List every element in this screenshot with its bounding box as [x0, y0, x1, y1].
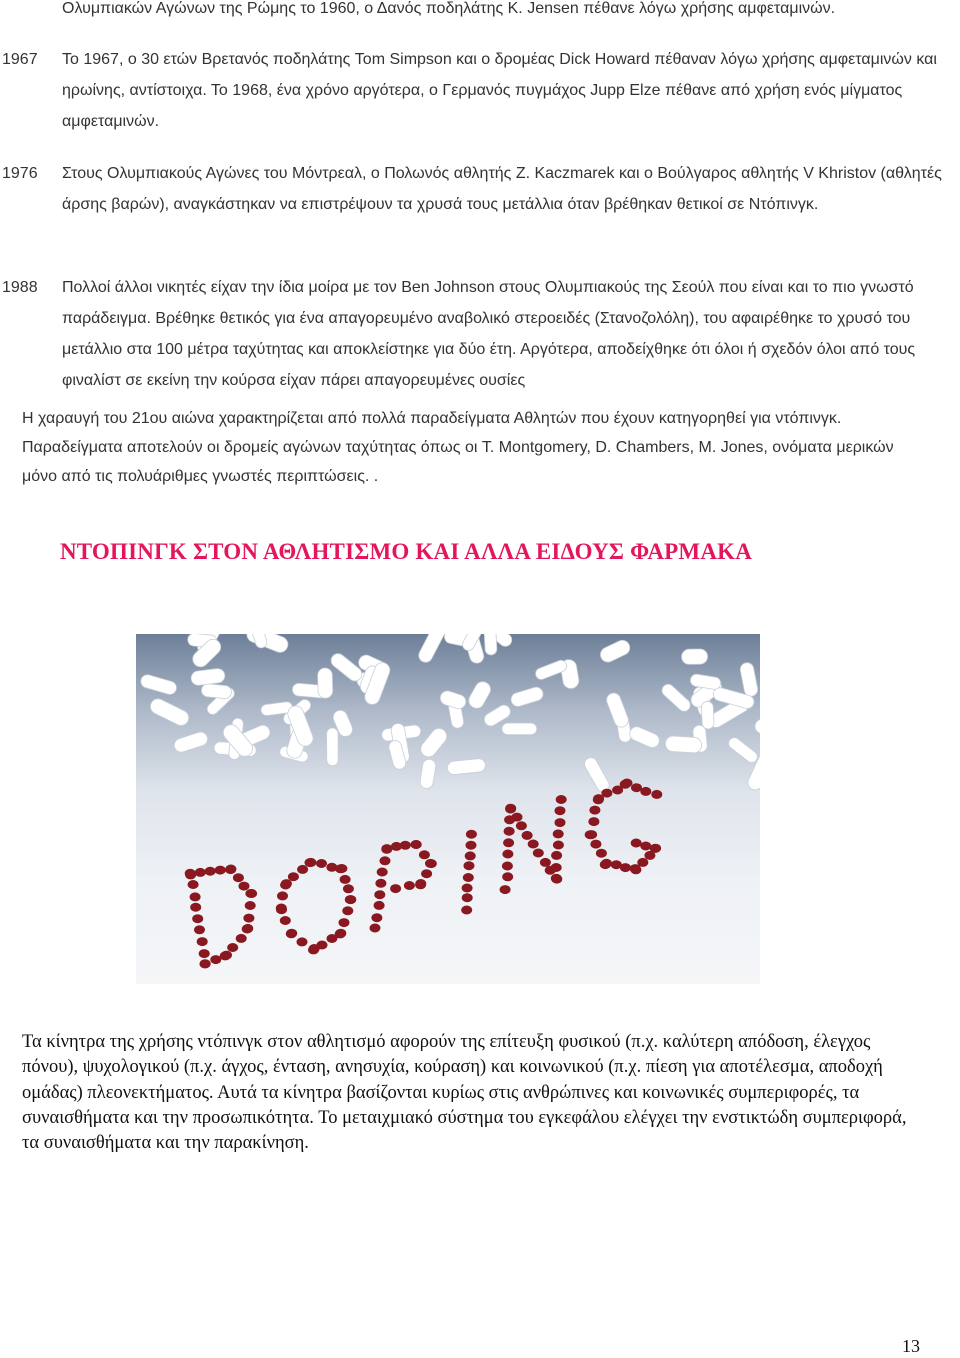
red-pill [199, 949, 210, 958]
capsule [659, 682, 692, 714]
red-pill [404, 881, 415, 890]
capsule [201, 683, 232, 699]
red-pill [528, 840, 539, 849]
red-pill [286, 929, 297, 938]
red-pill [588, 817, 599, 826]
page-number: 13 [902, 1336, 920, 1356]
white-capsules [139, 634, 760, 794]
red-pill [242, 924, 253, 933]
entry-text: Το 1967, ο 30 ετών Βρετανός ποδηλάτης Tom Simpson και ο δρομέας Dick Howard πέθαναν λόγω χρήσης αμφεταμινών και ηρωίνης, αντίστοιχα. Το 1968, ένα χρόνο αργότερα, ο Γερμανός πυγμάχος Jupp Elze πέθανε από χρήση ενός μίγματος αμφεταμινών. [62, 51, 937, 130]
entry-year: 1976 [2, 165, 38, 182]
red-pill [342, 906, 353, 915]
capsule [605, 691, 631, 729]
red-pill [246, 889, 257, 898]
red-pill [505, 804, 516, 813]
capsule [245, 634, 291, 655]
red-pill [516, 821, 527, 830]
entry-year: 1967 [2, 51, 38, 68]
timeline-entry-1976 [0, 158, 950, 253]
red-pill [221, 951, 232, 960]
red-pill [370, 924, 381, 933]
red-pill [197, 937, 208, 946]
red-pill [297, 937, 308, 946]
red-pill [502, 862, 513, 871]
red-pill [589, 806, 600, 815]
red-pill [280, 916, 291, 925]
red-pill [461, 906, 472, 915]
red-pill [650, 844, 661, 853]
red-pill [305, 858, 316, 867]
red-pill [421, 869, 432, 878]
capsule [139, 673, 178, 696]
red-pill [630, 865, 641, 874]
red-pill [297, 865, 308, 874]
red-pill [411, 840, 422, 849]
red-pill [586, 830, 597, 839]
red-pill [236, 934, 247, 943]
red-pill [555, 806, 566, 815]
capsule [582, 755, 611, 793]
red-pill [195, 868, 206, 877]
capsule [447, 758, 486, 775]
red-pill [339, 918, 350, 927]
red-pill [205, 867, 216, 876]
capsule [665, 736, 702, 754]
paragraph-motives: Τα κίνητρα της χρήσης ντόπινγκ στον αθλητισμό αφορούν της επίτευξη φυσικού (π.χ. καλύτερη απόδοση, έλεγχος πόνου), ψυχολογικού (π.χ. άγχος, ένταση, ανησυχία, κούραση) και κοινωνικού (π.χ. πίεση για αποτέλεσμα, αποδοχή ομάδας) πλεονεκτήματος. Αυτά τα κίνητρα βασίζονται κυρίως στις ανθρώπινες και κοινωνικές συμπεριφορές, τα συναισθήματα και την προσωπικότητα. Το μεταιχμιακό σύστημα του εγκεφάλου ελέγχει την ενστικτώδη συμπεριφορά, τα συναισθήματα και την παρακίνηση. [22, 1032, 907, 1154]
red-pill [522, 831, 533, 840]
red-pill [308, 945, 319, 954]
timeline-entry-1988 [0, 272, 950, 397]
red-pill [194, 925, 205, 934]
red-pill [512, 813, 523, 822]
red-pill [640, 842, 651, 851]
red-pill [233, 873, 244, 882]
red-pill [345, 895, 356, 904]
red-pill [377, 868, 388, 877]
red-pill [374, 901, 385, 910]
red-pill [243, 914, 254, 923]
red-pill [316, 859, 327, 868]
red-pill [335, 929, 346, 938]
capsule [466, 679, 493, 711]
red-pill [462, 893, 473, 902]
red-pill [631, 783, 642, 792]
red-pill [466, 830, 477, 839]
red-pill [464, 861, 475, 870]
capsule [419, 758, 437, 789]
capsule [690, 673, 722, 690]
capsule [502, 723, 537, 734]
red-pill [551, 851, 562, 860]
capsule [148, 696, 191, 728]
red-pill [590, 840, 601, 849]
red-pill [612, 786, 623, 795]
red-pill [190, 903, 201, 912]
red-pill [192, 914, 203, 923]
red-pill [426, 859, 437, 868]
red-pill [371, 913, 382, 922]
capsule [418, 725, 450, 760]
red-pill [555, 818, 566, 827]
red-pill [200, 959, 211, 968]
doping-illustration [136, 634, 760, 984]
red-pill [276, 904, 287, 913]
capsule [681, 649, 707, 665]
capsule [752, 717, 760, 744]
red-pill [390, 884, 401, 893]
paragraph-21st-century: Η χαραυγή του 21ου αιώνα χαρακτηρίζεται από πολλά παραδείγματα Αθλητών που έχουν κατηγορηθεί για ντόπινγκ. Παραδείγματα αποτελούν οι δρομείς αγώνων ταχύτητας όπως οι T. Montgomery, D. Chambers, M. Jones, ονόματα μερικών μόνο από τις πολυάριθμες γνωστές περιπτώσεις. . [22, 410, 894, 485]
red-pill [340, 875, 351, 884]
red-pill [415, 880, 426, 889]
continuation-line: Ολυμπιακών Αγώνων της Ρώμης το 1960, ο Δανός ποδηλάτης Κ. Jensen πέθανε λόγω χρήσης αμφεταμινών. [62, 0, 836, 17]
red-pill [503, 838, 514, 847]
red-pill [466, 841, 477, 850]
red-pill [502, 872, 513, 881]
red-pill [596, 849, 607, 858]
red-pill [280, 881, 291, 890]
red-pill [553, 829, 564, 838]
capsule [484, 634, 498, 655]
red-pill [227, 943, 238, 952]
red-pill [188, 880, 199, 889]
red-pill [593, 795, 604, 804]
red-pill [637, 858, 648, 867]
red-pill [288, 872, 299, 881]
red-pill [620, 863, 631, 872]
entry-year: 1988 [2, 279, 38, 296]
timeline-entry-1967 [0, 44, 950, 139]
red-pill [239, 882, 250, 891]
capsule [509, 685, 544, 708]
red-pill [462, 884, 473, 893]
red-pill [374, 890, 385, 899]
red-pill [400, 841, 411, 850]
red-pill [465, 851, 476, 860]
capsule [438, 689, 467, 710]
red-pill [463, 873, 474, 882]
red-pill [551, 875, 562, 884]
red-pill [225, 865, 236, 874]
red-pill [381, 845, 392, 854]
capsule [739, 662, 759, 698]
capsule [628, 725, 662, 750]
red-pill [419, 850, 430, 859]
capsule [701, 701, 714, 729]
red-pill [553, 841, 564, 850]
capsule [598, 638, 632, 665]
red-pill [245, 901, 256, 910]
red-pill [556, 795, 567, 804]
doping-pills-image [136, 634, 760, 984]
red-pill [500, 885, 511, 894]
red-pill [631, 839, 642, 848]
red-pill [504, 827, 515, 836]
red-pill [185, 869, 196, 878]
red-pill [533, 849, 544, 858]
red-pill [651, 790, 662, 799]
red-pill [277, 891, 288, 900]
red-pill [215, 866, 226, 875]
capsule [416, 634, 448, 665]
section-heading: ΝΤΟΠΙΝΓΚ ΣΤΟΝ ΑΘΛΗΤΙΣΜΟ ΚΑΙ ΑΛΛΑ ΕΙΔΟΥΣ ΦΑΡΜΑΚΑ [60, 539, 753, 564]
red-pill [343, 884, 354, 893]
capsule [327, 728, 339, 766]
capsule [726, 735, 759, 765]
entry-text: Στους Ολυμπιακούς Αγώνες του Μόντρεαλ, ο Πολωνός αθλητής Z. Kaczmarek και ο Βούλγαρος αθλητής V Khristov (αθλητές άρσης βαρών), αναγκάστηκαν να επιστρέψουν τα χρυσά τους μετάλλια όταν βρέθηκαν θετικοί σε Ντόπινγκ. [62, 165, 942, 213]
red-pill [540, 858, 551, 867]
red-pill [375, 879, 386, 888]
red-pill [190, 892, 201, 901]
red-pill [502, 850, 513, 859]
capsule [328, 651, 364, 684]
capsule [317, 668, 332, 699]
red-pill-lettering [185, 779, 663, 969]
red-pill [335, 864, 346, 873]
red-pill [600, 860, 611, 869]
entry-text: Πολλοί άλλοι νικητές είχαν την ίδια μοίρα με τον Ben Johnson στους Ολυμπιακούς της Σεούλ που είναι και το πιο γνωστό παράδειγμα. Βρέθηκε θετικός για ένα απαγορευμένο αναβολικό στεροειδές (Στανοζολόλη), του αφαιρέθηκε το χρυσό του μετάλλιο στα 100 μέτρα ταχύτητας και αποκλείστηκε για δύο έτη. Αργότερα, αποδείχθηκε ότι όλοι ή σχεδόν όλοι από τους φιναλίστ σε εκείνη την κούρσα είχαν πάρει απαγορευμένες ουσίες [62, 279, 916, 389]
capsule [173, 730, 210, 754]
capsule [190, 668, 225, 686]
red-pill [327, 934, 338, 943]
red-pill [551, 863, 562, 872]
red-pill [210, 955, 221, 964]
red-pill [380, 856, 391, 865]
